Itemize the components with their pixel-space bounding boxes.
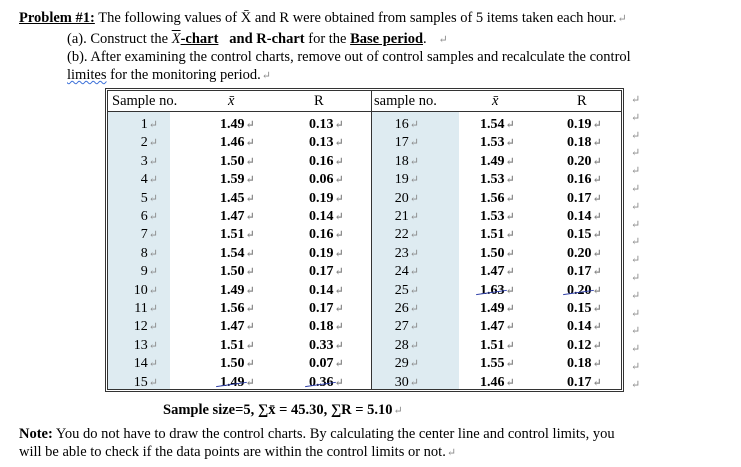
right-xbar-cell: 1.47↵ bbox=[480, 319, 515, 335]
paragraph-mark-icon: ↵ bbox=[592, 266, 602, 279]
row-end-mark-icon: ↵ bbox=[631, 129, 641, 142]
left-sample-no-cell: 9↵ bbox=[140, 264, 158, 280]
paragraph-mark-icon: ↵ bbox=[334, 247, 344, 260]
header-r-right: R bbox=[577, 93, 587, 109]
paragraph-mark-icon: ↵ bbox=[334, 339, 344, 352]
paragraph-mark-icon: ↵ bbox=[505, 192, 515, 205]
paragraph-mark-icon: ↵ bbox=[334, 376, 344, 389]
right-xbar-cell: 1.49↵ bbox=[480, 153, 515, 169]
left-xbar-cell: 1.50↵ bbox=[220, 153, 255, 169]
paragraph-mark-icon: ↵ bbox=[409, 137, 419, 150]
paragraph-mark-icon: ↵ bbox=[592, 339, 602, 352]
right-sample-no-cell: 24↵ bbox=[394, 264, 419, 280]
paragraph-mark-icon: ↵ bbox=[505, 321, 515, 334]
left-r-cell: 0.18↵ bbox=[309, 319, 344, 335]
right-r-cell: 0.17↵ bbox=[567, 264, 602, 280]
left-xbar-cell: 1.50↵ bbox=[220, 264, 255, 280]
right-sample-no-cell: 21↵ bbox=[394, 209, 419, 224]
part-a-for-the: for the bbox=[304, 31, 351, 47]
note-text-2: will be able to check if the data points are within the control limits or not. bbox=[19, 444, 446, 460]
header-sample-no-left: Sample no. bbox=[112, 93, 178, 109]
paragraph-mark-icon: ↵ bbox=[261, 70, 271, 82]
paragraph-mark-icon: ↵ bbox=[438, 34, 448, 46]
paragraph-mark-icon: ↵ bbox=[409, 211, 419, 223]
paragraph-mark-icon: ↵ bbox=[334, 284, 344, 297]
left-r-cell: 0.07↵ bbox=[309, 356, 344, 372]
right-r-cell: 0.19↵ bbox=[567, 117, 602, 132]
right-sample-no-cell: 27↵ bbox=[394, 319, 419, 335]
right-r-cell: 0.20↵ bbox=[567, 282, 602, 298]
paragraph-mark-icon: ↵ bbox=[245, 247, 255, 260]
paragraph-mark-icon: ↵ bbox=[148, 229, 158, 242]
left-r-cell: 0.16↵ bbox=[309, 153, 344, 169]
left-r-cell: 0.06↵ bbox=[309, 172, 344, 188]
paragraph-mark-icon: ↵ bbox=[505, 303, 515, 315]
paragraph-mark-icon: ↵ bbox=[409, 358, 419, 371]
part-b-line-2 bbox=[67, 66, 271, 85]
paragraph-mark-icon: ↵ bbox=[334, 229, 344, 242]
paragraph-mark-icon: ↵ bbox=[245, 174, 255, 187]
paragraph-mark-icon: ↵ bbox=[409, 266, 419, 279]
row-end-mark-icon: ↵ bbox=[631, 289, 641, 302]
right-sample-no-cell: 23↵ bbox=[394, 245, 419, 261]
paragraph-mark-icon: ↵ bbox=[245, 192, 255, 205]
paragraph-mark-icon: ↵ bbox=[505, 174, 515, 187]
right-sample-no-cell: 20↵ bbox=[394, 190, 419, 206]
left-r-cell: 0.33↵ bbox=[309, 337, 344, 353]
right-r-cell: 0.17↵ bbox=[567, 190, 602, 206]
right-xbar-cell: 1.50↵ bbox=[480, 245, 515, 261]
paragraph-mark-icon: ↵ bbox=[334, 211, 344, 223]
row-end-mark-icon: ↵ bbox=[631, 254, 641, 267]
right-xbar-cell: 1.47↵ bbox=[480, 264, 515, 280]
left-sample-no-cell: 5↵ bbox=[140, 190, 158, 206]
left-r-cell: 0.36↵ bbox=[309, 374, 344, 390]
left-r-cell: 0.13↵ bbox=[309, 135, 344, 151]
left-sample-no-cell: 7↵ bbox=[140, 227, 158, 243]
paragraph-mark-icon: ↵ bbox=[409, 321, 419, 334]
left-sample-no-cell: 4↵ bbox=[140, 172, 158, 188]
paragraph-mark-icon: ↵ bbox=[505, 284, 515, 297]
right-xbar-cell: 1.53↵ bbox=[480, 135, 515, 151]
right-sample-no-cell: 17↵ bbox=[394, 135, 419, 151]
left-xbar-cell: 1.59↵ bbox=[220, 172, 255, 188]
paragraph-mark-icon: ↵ bbox=[592, 192, 602, 205]
left-xbar-cell: 1.51↵ bbox=[220, 227, 255, 243]
paragraph-mark-icon: ↵ bbox=[245, 339, 255, 352]
right-r-cell: 0.16↵ bbox=[567, 172, 602, 188]
right-sample-no-cell: 26↵ bbox=[394, 301, 419, 316]
left-r-cell: 0.19↵ bbox=[309, 190, 344, 206]
paragraph-mark-icon: ↵ bbox=[409, 339, 419, 352]
paragraph-mark-icon: ↵ bbox=[505, 247, 515, 260]
paragraph-mark-icon: ↵ bbox=[409, 247, 419, 260]
paragraph-mark-icon: ↵ bbox=[505, 137, 515, 150]
right-sample-no-cell: 18↵ bbox=[394, 153, 419, 169]
paragraph-mark-icon: ↵ bbox=[409, 376, 419, 389]
paragraph-mark-icon: ↵ bbox=[334, 119, 344, 131]
right-xbar-cell: 1.49↵ bbox=[480, 301, 515, 316]
row-end-mark-icon: ↵ bbox=[631, 218, 641, 231]
paragraph-mark-icon: ↵ bbox=[592, 358, 602, 371]
paragraph-mark-icon: ↵ bbox=[245, 266, 255, 279]
paragraph-mark-icon: ↵ bbox=[148, 339, 158, 352]
left-xbar-cell: 1.45↵ bbox=[220, 190, 255, 206]
paragraph-mark-icon: ↵ bbox=[245, 137, 255, 150]
paragraph-mark-icon: ↵ bbox=[592, 229, 602, 242]
problem-text: The following values of X̄ and R were obtained from samples of 5 items taken each hour. bbox=[94, 10, 617, 26]
row-end-mark-icon: ↵ bbox=[631, 236, 641, 249]
problem-label: Problem #1: bbox=[19, 10, 95, 26]
left-sample-no-cell: 1↵ bbox=[140, 117, 158, 132]
note-line-2 bbox=[19, 443, 456, 462]
paragraph-mark-icon: ↵ bbox=[592, 321, 602, 334]
left-sample-no-cell: 11↵ bbox=[134, 301, 158, 316]
left-xbar-cell: 1.54↵ bbox=[220, 245, 255, 261]
note-text-1: You do not have to draw the control charts. By calculating the center line and control limits, you bbox=[52, 426, 615, 442]
left-sample-no-cell: 10↵ bbox=[133, 282, 158, 298]
right-r-cell: 0.15↵ bbox=[567, 301, 602, 316]
right-r-cell: 0.18↵ bbox=[567, 356, 602, 372]
right-r-cell: 0.18↵ bbox=[567, 135, 602, 151]
right-xbar-cell: 1.55↵ bbox=[480, 356, 515, 372]
right-sample-no-cell: 28↵ bbox=[394, 337, 419, 353]
row-end-mark-icon: ↵ bbox=[631, 307, 641, 320]
paragraph-mark-icon: ↵ bbox=[334, 155, 344, 168]
row-end-mark-icon: ↵ bbox=[631, 361, 641, 373]
paragraph-mark-icon: ↵ bbox=[409, 155, 419, 168]
left-xbar-cell: 1.56↵ bbox=[220, 301, 255, 316]
paragraph-mark-icon: ↵ bbox=[409, 284, 419, 297]
right-xbar-cell: 1.51↵ bbox=[480, 337, 515, 353]
paragraph-mark-icon: ↵ bbox=[334, 321, 344, 334]
paragraph-mark-icon: ↵ bbox=[334, 358, 344, 371]
row-end-mark-icon: ↵ bbox=[631, 343, 641, 356]
paragraph-mark-icon: ↵ bbox=[592, 155, 602, 168]
left-xbar-cell: 1.50↵ bbox=[220, 356, 255, 372]
paragraph-mark-icon: ↵ bbox=[393, 405, 403, 417]
paragraph-mark-icon: ↵ bbox=[148, 284, 158, 297]
left-sample-no-cell: 15↵ bbox=[133, 374, 158, 390]
left-r-cell: 0.14↵ bbox=[309, 209, 344, 224]
row-end-mark-icon: ↵ bbox=[631, 94, 641, 106]
right-xbar-cell: 1.51↵ bbox=[480, 227, 515, 243]
paragraph-mark-icon: ↵ bbox=[334, 174, 344, 187]
left-sample-no-cell: 14↵ bbox=[133, 356, 158, 372]
left-sample-no-cell: 6↵ bbox=[140, 209, 158, 224]
paragraph-mark-icon: ↵ bbox=[505, 358, 515, 371]
left-r-cell: 0.13↵ bbox=[309, 117, 344, 132]
left-r-cell: 0.14↵ bbox=[309, 282, 344, 298]
left-r-cell: 0.17↵ bbox=[309, 264, 344, 280]
paragraph-mark-icon: ↵ bbox=[148, 174, 158, 187]
xbar-chart-label: -chart bbox=[180, 31, 219, 47]
left-sample-no-cell: 3↵ bbox=[140, 153, 158, 169]
paragraph-mark-icon: ↵ bbox=[409, 229, 419, 242]
left-xbar-cell: 1.51↵ bbox=[220, 337, 255, 353]
paragraph-mark-icon: ↵ bbox=[617, 13, 627, 25]
paragraph-mark-icon: ↵ bbox=[505, 339, 515, 352]
left-xbar-cell: 1.46↵ bbox=[220, 135, 255, 151]
row-end-mark-icon: ↵ bbox=[631, 378, 641, 391]
left-xbar-cell: 1.49↵ bbox=[220, 374, 255, 390]
paragraph-mark-icon: ↵ bbox=[409, 119, 419, 131]
problem-statement bbox=[19, 9, 627, 28]
r-chart-label: and R-chart bbox=[229, 31, 305, 47]
paragraph-mark-icon: ↵ bbox=[245, 284, 255, 297]
paragraph-mark-icon: ↵ bbox=[148, 376, 158, 389]
paragraph-mark-icon: ↵ bbox=[245, 376, 255, 389]
paragraph-mark-icon: ↵ bbox=[245, 358, 255, 371]
paragraph-mark-icon: ↵ bbox=[148, 321, 158, 334]
paragraph-mark-icon: ↵ bbox=[592, 211, 602, 223]
header-xbar-left: x̄ bbox=[228, 93, 235, 109]
left-r-cell: 0.17↵ bbox=[309, 301, 344, 316]
paragraph-mark-icon: ↵ bbox=[245, 119, 255, 131]
row-end-mark-icon: ↵ bbox=[631, 325, 641, 338]
part-b-line-1 bbox=[67, 48, 631, 66]
left-xbar-cell: 1.47↵ bbox=[220, 319, 255, 335]
row-end-mark-icon: ↵ bbox=[631, 165, 641, 178]
right-r-cell: 0.15↵ bbox=[567, 227, 602, 243]
part-b-text-1: (b). After examining the control charts, remove out of control samples and recalculate the control bbox=[67, 49, 631, 65]
base-period-label: Base period bbox=[350, 31, 424, 47]
right-r-cell: 0.17↵ bbox=[567, 374, 602, 390]
paragraph-mark-icon: ↵ bbox=[592, 119, 602, 131]
paragraph-mark-icon: ↵ bbox=[148, 247, 158, 260]
paragraph-mark-icon: ↵ bbox=[505, 376, 515, 389]
paragraph-mark-icon: ↵ bbox=[505, 119, 515, 131]
right-xbar-cell: 1.54↵ bbox=[480, 117, 515, 132]
paragraph-mark-icon: ↵ bbox=[148, 192, 158, 205]
right-sample-no-cell: 25↵ bbox=[394, 282, 419, 298]
right-r-cell: 0.14↵ bbox=[567, 319, 602, 335]
right-xbar-cell: 1.53↵ bbox=[480, 172, 515, 188]
left-sample-no-cell: 12↵ bbox=[133, 319, 158, 335]
part-a-prefix: (a). Construct the bbox=[67, 31, 172, 47]
header-xbar-right: x̄ bbox=[492, 93, 499, 109]
paragraph-mark-icon: ↵ bbox=[409, 174, 419, 187]
left-r-cell: 0.19↵ bbox=[309, 245, 344, 261]
paragraph-mark-icon: ↵ bbox=[148, 266, 158, 279]
paragraph-mark-icon: ↵ bbox=[334, 192, 344, 205]
data-table bbox=[105, 88, 624, 392]
right-r-cell: 0.20↵ bbox=[567, 153, 602, 169]
left-xbar-cell: 1.49↵ bbox=[220, 282, 255, 298]
row-end-mark-icon: ↵ bbox=[631, 147, 641, 160]
paragraph-mark-icon: ↵ bbox=[245, 155, 255, 168]
right-sample-no-cell: 30↵ bbox=[394, 374, 419, 390]
note-label: Note: bbox=[19, 426, 53, 442]
paragraph-mark-icon: ↵ bbox=[592, 284, 602, 297]
paragraph-mark-icon: ↵ bbox=[148, 211, 158, 223]
row-end-mark-icon: ↵ bbox=[631, 200, 641, 213]
paragraph-mark-icon: ↵ bbox=[505, 266, 515, 279]
paragraph-mark-icon: ↵ bbox=[446, 447, 457, 459]
summary-line bbox=[163, 401, 403, 420]
paragraph-mark-icon: ↵ bbox=[505, 155, 515, 168]
paragraph-mark-icon: ↵ bbox=[334, 266, 344, 279]
paragraph-mark-icon: ↵ bbox=[334, 303, 344, 315]
right-xbar-cell: 1.53↵ bbox=[480, 209, 515, 224]
row-end-mark-icon: ↵ bbox=[631, 111, 641, 124]
part-a bbox=[67, 30, 448, 49]
paragraph-mark-icon: ↵ bbox=[245, 229, 255, 242]
paragraph-mark-icon: ↵ bbox=[592, 376, 602, 389]
paragraph-mark-icon: ↵ bbox=[148, 137, 158, 150]
right-r-cell: 0.14↵ bbox=[567, 209, 602, 224]
paragraph-mark-icon: ↵ bbox=[592, 303, 602, 315]
paragraph-mark-icon: ↵ bbox=[409, 192, 419, 205]
left-xbar-cell: 1.47↵ bbox=[220, 209, 255, 224]
paragraph-mark-icon: ↵ bbox=[592, 137, 602, 150]
header-sample-no-right: sample no. bbox=[374, 93, 437, 109]
paragraph-mark-icon: ↵ bbox=[592, 247, 602, 260]
xbar-symbol: $\overline{X}$ bbox=[171, 31, 181, 47]
left-r-cell: 0.16↵ bbox=[309, 227, 344, 243]
row-end-mark-icon: ↵ bbox=[631, 183, 641, 195]
paragraph-mark-icon: ↵ bbox=[505, 211, 515, 223]
paragraph-mark-icon: ↵ bbox=[245, 303, 255, 315]
right-r-cell: 0.20↵ bbox=[567, 245, 602, 261]
paragraph-mark-icon: ↵ bbox=[245, 321, 255, 334]
paragraph-mark-icon: ↵ bbox=[592, 174, 602, 187]
part-b-text-2: for the monitoring period. bbox=[106, 67, 261, 83]
paragraph-mark-icon: ↵ bbox=[148, 155, 158, 168]
right-sample-no-cell: 19↵ bbox=[394, 172, 419, 188]
paragraph-mark-icon: ↵ bbox=[334, 137, 344, 150]
note-line-1 bbox=[19, 425, 615, 443]
header-r-left: R bbox=[314, 93, 324, 109]
right-sample-no-cell: 22↵ bbox=[394, 227, 419, 243]
right-xbar-cell: 1.56↵ bbox=[480, 190, 515, 206]
row-end-mark-icon: ↵ bbox=[631, 272, 641, 284]
left-sample-no-cell: 13↵ bbox=[133, 337, 158, 353]
left-sample-no-cell: 2↵ bbox=[140, 135, 158, 151]
paragraph-mark-icon: ↵ bbox=[505, 229, 515, 242]
summary-text: Sample size=5, ∑x̄ = 45.30, ∑R = 5.10 bbox=[163, 402, 393, 418]
right-xbar-cell: 1.63↵ bbox=[480, 282, 515, 298]
paragraph-mark-icon: ↵ bbox=[148, 303, 158, 315]
right-sample-no-cell: 29↵ bbox=[394, 356, 419, 372]
paragraph-mark-icon: ↵ bbox=[148, 358, 158, 371]
paragraph-mark-icon: ↵ bbox=[148, 119, 158, 131]
paragraph-mark-icon: ↵ bbox=[245, 211, 255, 223]
left-sample-no-cell: 8↵ bbox=[140, 245, 158, 261]
limites-word: limites bbox=[67, 67, 107, 83]
left-xbar-cell: 1.49↵ bbox=[220, 117, 255, 132]
paragraph-mark-icon: ↵ bbox=[409, 303, 419, 315]
right-r-cell: 0.12↵ bbox=[567, 337, 602, 353]
right-xbar-cell: 1.46↵ bbox=[480, 374, 515, 390]
header-rule bbox=[108, 111, 621, 112]
right-sample-no-cell: 16↵ bbox=[394, 117, 419, 132]
part-a-end: . bbox=[423, 31, 427, 47]
